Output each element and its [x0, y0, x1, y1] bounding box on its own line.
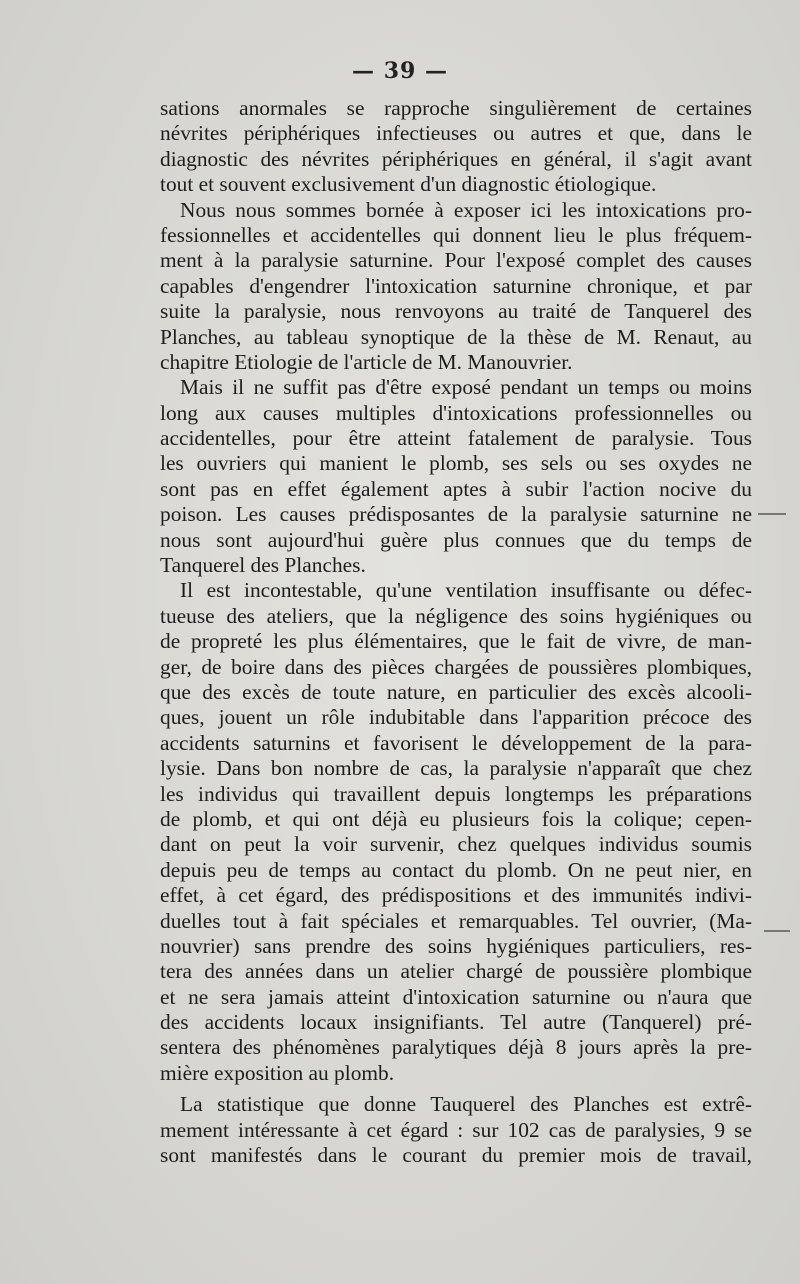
text-line: des accidents locaux insignifiants. Tel autre (Tanquerel) pré-: [160, 1010, 752, 1035]
text-line: duelles tout à fait spéciales et remarquables. Tel ouvrier, (Ma-: [160, 908, 752, 933]
text-line: sations anormales se rapproche singulièrement de certaines: [160, 96, 752, 120]
text-line: depuis peu de temps au contact du plomb. On ne peut nier, en: [160, 857, 752, 882]
body-text: [160, 96, 752, 1168]
text-line: nouvrier) sans prendre des soins hygiéniques particuliers, res-: [160, 933, 752, 958]
text-line: Tanquerel des Planches.: [160, 553, 366, 578]
text-line: capables d'engendrer l'intoxication saturnine chronique, et par: [160, 273, 752, 298]
text-line: névrites périphériques infectieuses ou autres et que, dans le: [160, 121, 752, 146]
text-line: ment à la paralysie saturnine. Pour l'exposé complet des causes: [160, 248, 752, 273]
pencil-dash-mark: [758, 513, 786, 515]
text-line: ger, de boire dans des pièces chargées de poussières plombiques,: [160, 654, 752, 679]
text-line: long aux causes multiples d'intoxications professionnelles ou: [160, 400, 752, 425]
text-line: de plomb, et qui ont déjà eu plusieurs fois la colique; cepen-: [160, 806, 752, 831]
text-line: sont pas en effet également aptes à subir l'action nocive du: [160, 476, 752, 501]
text-line: effet, à cet égard, des prédispositions et des immunités indivi-: [160, 883, 752, 908]
text-line: Il est incontestable, qu'une ventilation insuffisante ou défec-: [180, 578, 752, 603]
text-line: mière exposition au plomb.: [160, 1060, 395, 1085]
text-line: de propreté les plus élémentaires, que le fait de vivre, de man-: [160, 629, 752, 654]
text-line: lysie. Dans bon nombre de cas, la paralysie n'apparaît que chez: [160, 756, 752, 781]
text-line: tout et souvent exclusivement d'un diagnostic étiologique.: [160, 172, 657, 197]
text-line: Planches, au tableau synoptique de la thèse de M. Renaut, au: [160, 324, 752, 349]
text-line: accidentelles, pour être atteint fatalement de paralysie. Tous: [160, 426, 752, 451]
text-line: accidents saturnins et favorisent le développement de la para-: [160, 730, 752, 755]
text-line: que des excès de toute nature, en particulier des excès alcooli-: [160, 679, 752, 704]
text-line: tera des années dans un atelier chargé de poussière plombique: [160, 959, 752, 984]
text-line: les ouvriers qui manient le plomb, ses sels ou ses oxydes ne: [160, 451, 752, 476]
text-line: nous sont aujourd'hui guère plus connues que du temps de: [160, 527, 752, 552]
text-line: dant on peut la voir survenir, chez quelques individus soumis: [160, 832, 752, 857]
text-line: ques, jouent un rôle indubitable dans l'apparition précoce des: [160, 705, 752, 730]
text-line: et ne sera jamais atteint d'intoxication saturnine ou n'aura que: [160, 984, 752, 1009]
text-line: Mais il ne suffit pas d'être exposé pendant un temps ou moins: [180, 375, 752, 400]
text-line: suite la paralysie, nous renvoyons au traité de Tanquerel des: [160, 299, 752, 324]
text-line: poison. Les causes prédisposantes de la paralysie saturnine ne: [160, 502, 752, 527]
text-line: sentera des phénomènes paralytiques déjà 8 jours après la pre-: [160, 1035, 752, 1060]
text-line: mement intéressante à cet égard : sur 102 cas de paralysies, 9 se: [160, 1117, 752, 1142]
text-line: La statistique que donne Tauquerel des Planches est extrê-: [180, 1092, 752, 1117]
text-line: chapitre Etiologie de l'article de M. Manouvrier.: [160, 349, 573, 374]
text-line: tueuse des ateliers, que la négligence des soins hygiéniques ou: [160, 603, 752, 628]
text-line: Nous nous sommes bornée à exposer ici les intoxications pro-: [180, 197, 752, 222]
page-number: — 39 —: [352, 58, 448, 84]
text-line: sont manifestés dans le courant du premier mois de travail,: [160, 1143, 752, 1168]
pencil-dash-mark: [764, 930, 790, 932]
text-line: diagnostic des névrites périphériques en général, il s'agit avant: [160, 146, 752, 171]
text-line: les individus qui travaillent depuis longtemps les préparations: [160, 781, 752, 806]
text-line: fessionnelles et accidentelles qui donnent lieu le plus fréquem-: [160, 222, 752, 247]
